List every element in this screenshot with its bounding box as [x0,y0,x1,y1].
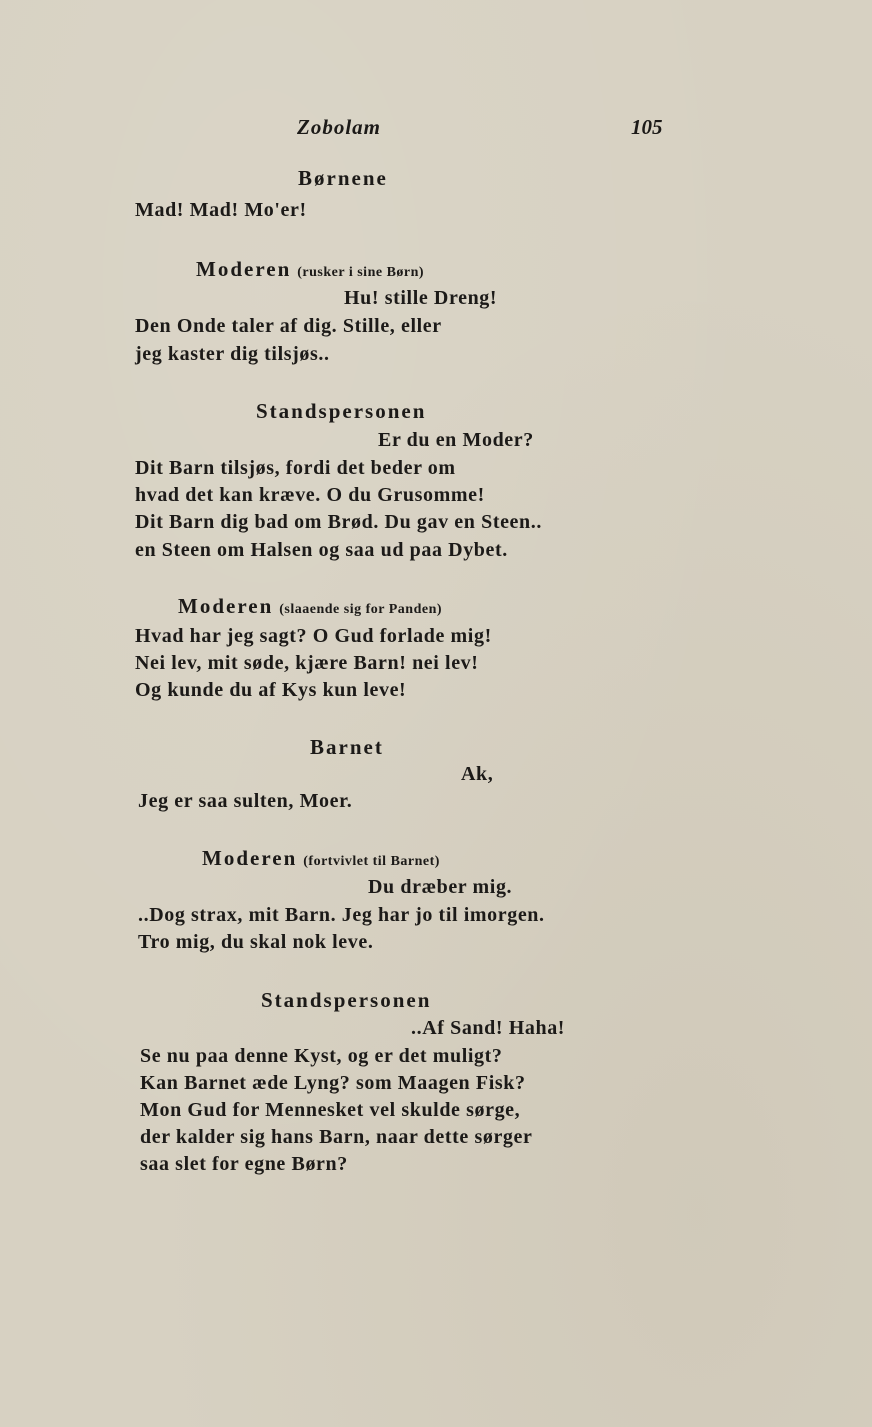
verse-line: Den Onde taler af dig. Stille, eller [135,315,442,337]
speaker-name: Børnene [298,166,388,190]
stage-direction: (slaaende sig for Panden) [279,602,443,617]
verse-line: Mon Gud for Mennesket vel skulde sørge, [140,1099,521,1121]
speaker-name: Moderen [202,846,298,870]
page-number: 105 [631,115,663,139]
verse-line: hvad det kan kræve. O du Grusomme! [135,484,485,506]
speaker-heading [202,846,440,871]
verse-line: Kan Barnet æde Lyng? som Maagen Fisk? [140,1072,526,1094]
verse-line: Hu! stille Dreng! [344,287,498,309]
speaker-name: Moderen [178,594,274,618]
speaker-name: Moderen [196,257,292,281]
verse-line: jeg kaster dig tilsjøs.. [135,343,330,365]
verse-line: Og kunde du af Kys kun leve! [135,679,407,701]
stage-direction: (rusker i sine Børn) [297,265,425,280]
speaker-heading [178,594,442,619]
verse-line: Tro mig, du skal nok leve. [138,931,374,953]
verse-line: der kalder sig hans Barn, naar dette sørger [140,1126,533,1148]
verse-line: saa slet for egne Børn? [140,1153,348,1175]
verse-line: Se nu paa denne Kyst, og er det muligt? [140,1045,503,1067]
verse-line: Dit Barn tilsjøs, fordi det beder om [135,457,456,479]
verse-line: en Steen om Halsen og saa ud paa Dybet. [135,539,508,561]
verse-line: ..Dog strax, mit Barn. Jeg har jo til imorgen. [138,904,545,926]
speaker-name: Standspersonen [256,399,427,423]
verse-line: Dit Barn dig bad om Brød. Du gav en Steen.. [135,511,542,533]
verse-line: ..Af Sand! Haha! [411,1017,566,1039]
speaker-heading [196,257,424,282]
stage-direction: (fortvivlet til Barnet) [303,854,440,869]
verse-line: Ak, [461,763,494,785]
verse-line: Mad! Mad! Mo'er! [135,199,307,221]
verse-line: Er du en Moder? [378,429,534,451]
speaker-name: Standspersonen [261,988,432,1012]
speaker-name: Barnet [310,735,384,759]
verse-line: Nei lev, mit søde, kjære Barn! nei lev! [135,652,479,674]
running-head: Zobolam [297,115,381,139]
verse-line: Hvad har jeg sagt? O Gud forlade mig! [135,625,492,647]
verse-line: Jeg er saa sulten, Moer. [138,790,353,812]
verse-line: Du dræber mig. [368,876,513,898]
